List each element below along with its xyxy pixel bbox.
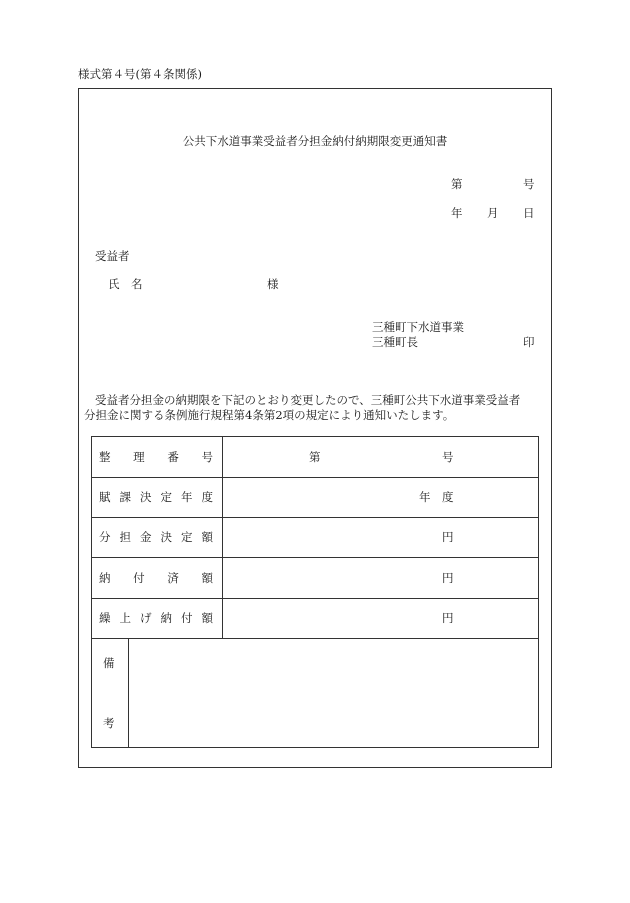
doc-number-suffix: 号 <box>523 177 535 191</box>
remarks-label-bi: 備 <box>103 656 115 670</box>
details-table <box>91 436 539 748</box>
date-year: 年 <box>451 206 463 220</box>
doc-number-prefix: 第 <box>451 177 463 191</box>
label-kuriage-nofu-gaku: 繰 上 げ 納 付 額 <box>99 611 213 625</box>
value-seiri-bango-prefix: 第 <box>309 450 321 464</box>
value-nofu-sumi-gaku: 円 <box>442 571 454 585</box>
document-title: 公共下水道事業受益者分担金納付納期限変更通知書 <box>182 134 448 148</box>
value-fuka-kettei-nendo: 年 度 <box>419 490 454 504</box>
body-text-line1: 受益者分担金の納期限を下記のとおり変更したので、三種町公共下水道事業受益者 <box>95 393 521 407</box>
label-buntankin-kettei-gaku: 分 担 金 決 定 額 <box>99 530 213 544</box>
value-kuriage-nofu-gaku: 円 <box>442 611 454 625</box>
value-buntankin-kettei-gaku: 円 <box>442 530 454 544</box>
remarks-field[interactable] <box>129 639 537 745</box>
label-fuka-kettei-nendo: 賦 課 決 定 年 度 <box>99 490 213 504</box>
row-divider <box>92 598 538 599</box>
date-month: 月 <box>487 206 499 220</box>
recipient-name-label: 氏 名 <box>108 277 143 291</box>
body-text-line2: 分担金に関する条例施行規程第4条第2項の規定により通知いたします。 <box>84 408 455 422</box>
label-seiri-bango: 整 理 番 号 <box>99 450 213 464</box>
date-day: 日 <box>523 206 535 220</box>
issuer-mayor: 三種町長 <box>372 335 418 349</box>
row-divider <box>92 557 538 558</box>
recipient-honorific: 様 <box>267 277 279 291</box>
issuer-organization: 三種町下水道事業 <box>372 320 464 334</box>
form-label: 様式第４号(第４条関係) <box>78 67 202 81</box>
row-divider <box>92 477 538 478</box>
row-divider <box>92 517 538 518</box>
column-divider <box>222 437 223 638</box>
recipient-heading: 受益者 <box>95 249 130 263</box>
issuer-seal: 印 <box>523 335 535 349</box>
remarks-label-ko: 考 <box>103 716 115 730</box>
label-nofu-sumi-gaku: 納 付 済 額 <box>99 571 213 585</box>
value-seiri-bango-suffix: 号 <box>442 450 454 464</box>
